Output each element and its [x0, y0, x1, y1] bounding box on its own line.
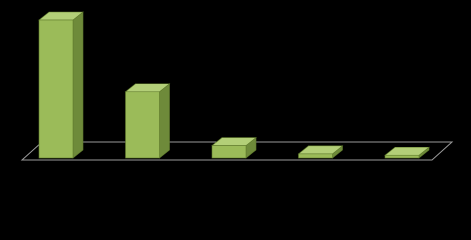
bar-3	[212, 138, 256, 158]
bar-3-front	[212, 146, 246, 158]
bar-5-front	[385, 155, 419, 158]
bar-1-front	[39, 20, 73, 158]
bar-2-front	[126, 92, 160, 158]
bar-1-side	[73, 12, 83, 158]
bar-5	[385, 147, 429, 158]
chart-bars	[39, 12, 429, 158]
bar-2	[126, 84, 170, 158]
bar-2-side	[160, 84, 170, 158]
bar-4	[299, 146, 343, 158]
bar-4-front	[299, 154, 333, 158]
bar-1	[39, 12, 83, 158]
